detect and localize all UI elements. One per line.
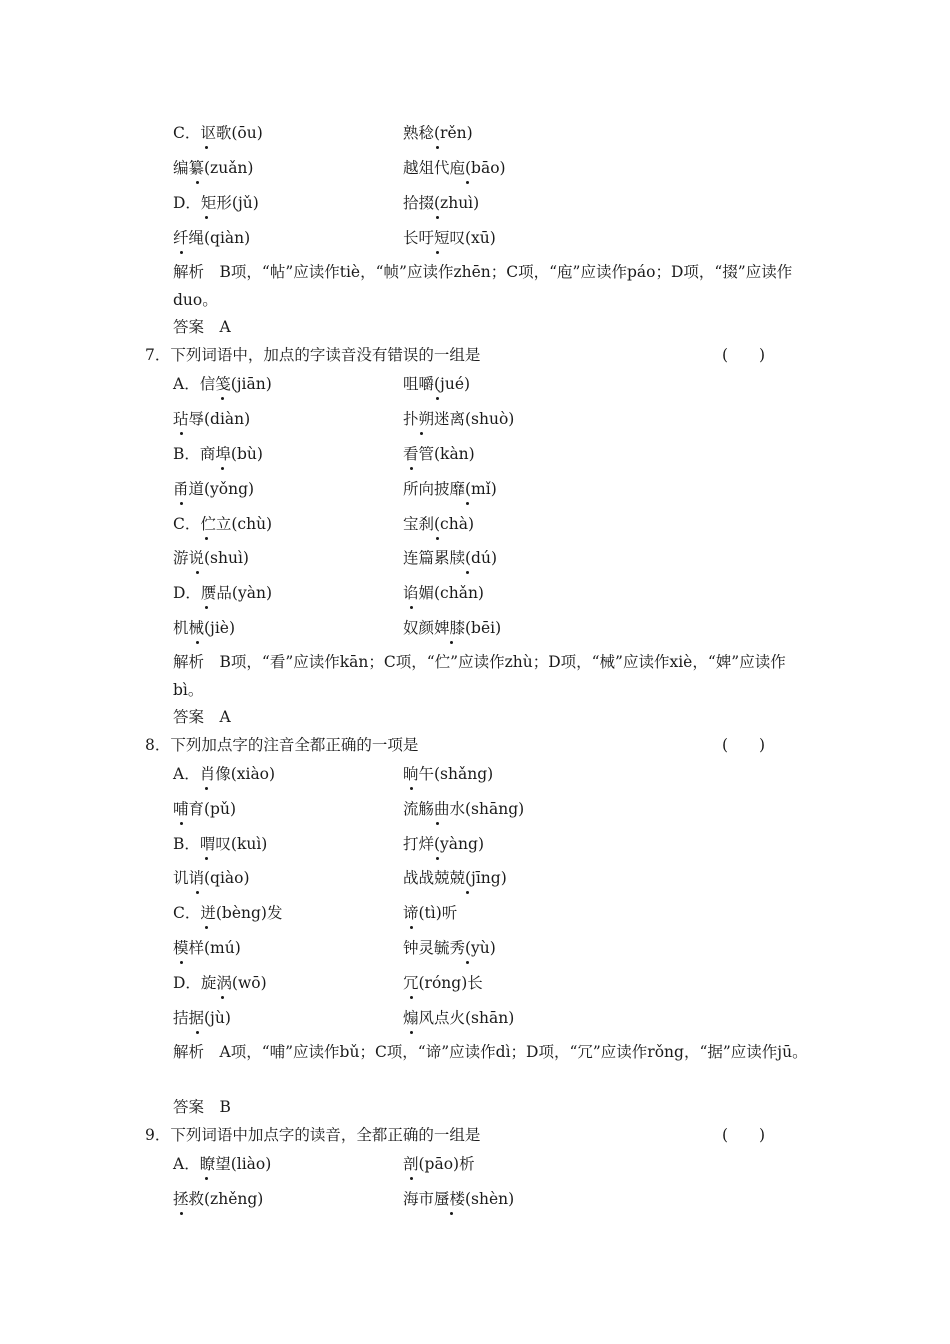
option-text: 奴颜婢膝(bēi) — [403, 619, 502, 637]
option-text: C．迸(bèng)发 — [173, 904, 283, 922]
option-text: 剖(pāo)析 — [403, 1155, 475, 1173]
emphasis-dot — [196, 571, 199, 574]
option-text: 看管(kàn) — [403, 445, 475, 463]
answer-blank: ( ) — [722, 736, 766, 754]
emphasis-dot — [436, 216, 439, 219]
option-text: B．喟叹(kuì) — [173, 835, 268, 853]
emphasis-dot — [205, 216, 208, 219]
emphasis-dot — [196, 1031, 199, 1034]
option-text: 熟稔(rěn) — [403, 124, 473, 142]
emphasis-dot — [205, 146, 208, 149]
option-text: 咀嚼(jué) — [403, 375, 471, 393]
option-text: C．伫立(chù) — [173, 515, 273, 533]
emphasis-dot — [196, 891, 199, 894]
option-text: A．瞭望(liào) — [173, 1155, 272, 1173]
analysis-text: 解析 B项，“看”应读作kān；C项，“伫”应读作zhù；D项，“械”应读作xiè，“婢”应读作bì。 — [173, 653, 786, 699]
option-text: 拮据(jù) — [173, 1009, 231, 1027]
emphasis-dot — [410, 606, 413, 609]
emphasis-dot — [205, 1177, 208, 1180]
option-text: 讥诮(qiào) — [173, 869, 250, 887]
emphasis-dot — [466, 181, 469, 184]
emphasis-dot — [436, 146, 439, 149]
option-text: 哺育(pǔ) — [173, 800, 236, 818]
option-text: 钟灵毓秀(yù) — [403, 939, 496, 957]
emphasis-dot — [466, 891, 469, 894]
emphasis-dot — [221, 467, 224, 470]
option-text: 游说(shuì) — [173, 549, 249, 567]
emphasis-dot — [436, 537, 439, 540]
option-text: 谛(tì)听 — [403, 904, 458, 922]
emphasis-dot — [410, 1031, 413, 1034]
emphasis-dot — [436, 251, 439, 254]
emphasis-dot — [450, 641, 453, 644]
emphasis-dot — [180, 822, 183, 825]
option-text: 打烊(yàng) — [403, 835, 484, 853]
emphasis-dot — [410, 996, 413, 999]
emphasis-dot — [180, 432, 183, 435]
option-text: A．信笺(jiān) — [173, 375, 272, 393]
emphasis-dot — [466, 961, 469, 964]
emphasis-dot — [436, 857, 439, 860]
question-stem: 7．下列词语中，加点的字读音没有错误的一组是 — [145, 346, 481, 364]
option-text: 纤绳(qiàn) — [173, 229, 251, 247]
analysis-text: 解析 B项，“帖”应读作tiè，“帧”应读作zhēn；C项，“庖”应读作páo；D项，“掇”应读作duo。 — [173, 263, 793, 309]
emphasis-dot — [180, 251, 183, 254]
emphasis-dot — [466, 502, 469, 505]
option-text: 越俎代庖(bāo) — [403, 159, 506, 177]
option-text: 谄媚(chǎn) — [403, 584, 484, 602]
emphasis-dot — [205, 926, 208, 929]
emphasis-dot — [410, 787, 413, 790]
emphasis-dot — [180, 502, 183, 505]
option-text: 编纂(zuǎn) — [173, 159, 254, 177]
question-stem: 9．下列词语中加点字的读音，全都正确的一组是 — [145, 1126, 481, 1144]
option-text: 甬道(yǒng) — [173, 480, 255, 498]
option-text: 宝刹(chà) — [403, 515, 474, 533]
option-text: 模样(mú) — [173, 939, 241, 957]
option-text: 拾掇(zhuì) — [403, 194, 480, 212]
emphasis-dot — [466, 571, 469, 574]
option-text: D．矩形(jǔ) — [173, 194, 259, 212]
emphasis-dot — [205, 537, 208, 540]
option-text: 晌午(shǎng) — [403, 765, 494, 783]
option-text: B．商埠(bù) — [173, 445, 263, 463]
emphasis-dot — [205, 787, 208, 790]
emphasis-dot — [205, 606, 208, 609]
option-text: 战战兢兢(jīng) — [403, 869, 507, 887]
emphasis-dot — [180, 961, 183, 964]
answer-text: 答案 A — [173, 708, 231, 726]
option-text: 煽风点火(shān) — [403, 1009, 515, 1027]
emphasis-dot — [410, 467, 413, 470]
question-stem: 8．下列加点字的注音全都正确的一项是 — [145, 736, 419, 754]
option-text: 冗(róng)长 — [403, 974, 483, 992]
analysis-text: 解析 A项，“哺”应读作bǔ；C项，“谛”应读作dì；D项，“冗”应读作rǒng，“据”应读作jū。 — [173, 1043, 808, 1061]
option-text: 拯救(zhěng) — [173, 1190, 264, 1208]
emphasis-dot — [221, 996, 224, 999]
option-text: 流觞曲水(shāng) — [403, 800, 525, 818]
option-text: 玷辱(diàn) — [173, 410, 251, 428]
option-text: 长吁短叹(xū) — [403, 229, 496, 247]
emphasis-dot — [180, 1212, 183, 1215]
emphasis-dot — [221, 397, 224, 400]
option-text: D．旋涡(wō) — [173, 974, 267, 992]
answer-blank: ( ) — [722, 1126, 766, 1144]
option-text: D．赝品(yàn) — [173, 584, 273, 602]
emphasis-dot — [196, 181, 199, 184]
emphasis-dot — [450, 1212, 453, 1215]
emphasis-dot — [436, 822, 439, 825]
answer-blank: ( ) — [722, 346, 766, 364]
option-text: A．肖像(xiào) — [173, 765, 276, 783]
answer-text: 答案 A — [173, 318, 231, 336]
option-text: 海市蜃楼(shèn) — [403, 1190, 515, 1208]
option-text: C．讴歌(ōu) — [173, 124, 263, 142]
emphasis-dot — [205, 857, 208, 860]
emphasis-dot — [420, 432, 423, 435]
option-text: 机械(jiè) — [173, 619, 236, 637]
emphasis-dot — [196, 641, 199, 644]
emphasis-dot — [410, 926, 413, 929]
option-text: 扑朔迷离(shuò) — [403, 410, 515, 428]
option-text: 连篇累牍(dú) — [403, 549, 497, 567]
emphasis-dot — [436, 397, 439, 400]
answer-text: 答案 B — [173, 1098, 231, 1116]
emphasis-dot — [410, 1177, 413, 1180]
option-text: 所向披靡(mǐ) — [403, 480, 497, 498]
